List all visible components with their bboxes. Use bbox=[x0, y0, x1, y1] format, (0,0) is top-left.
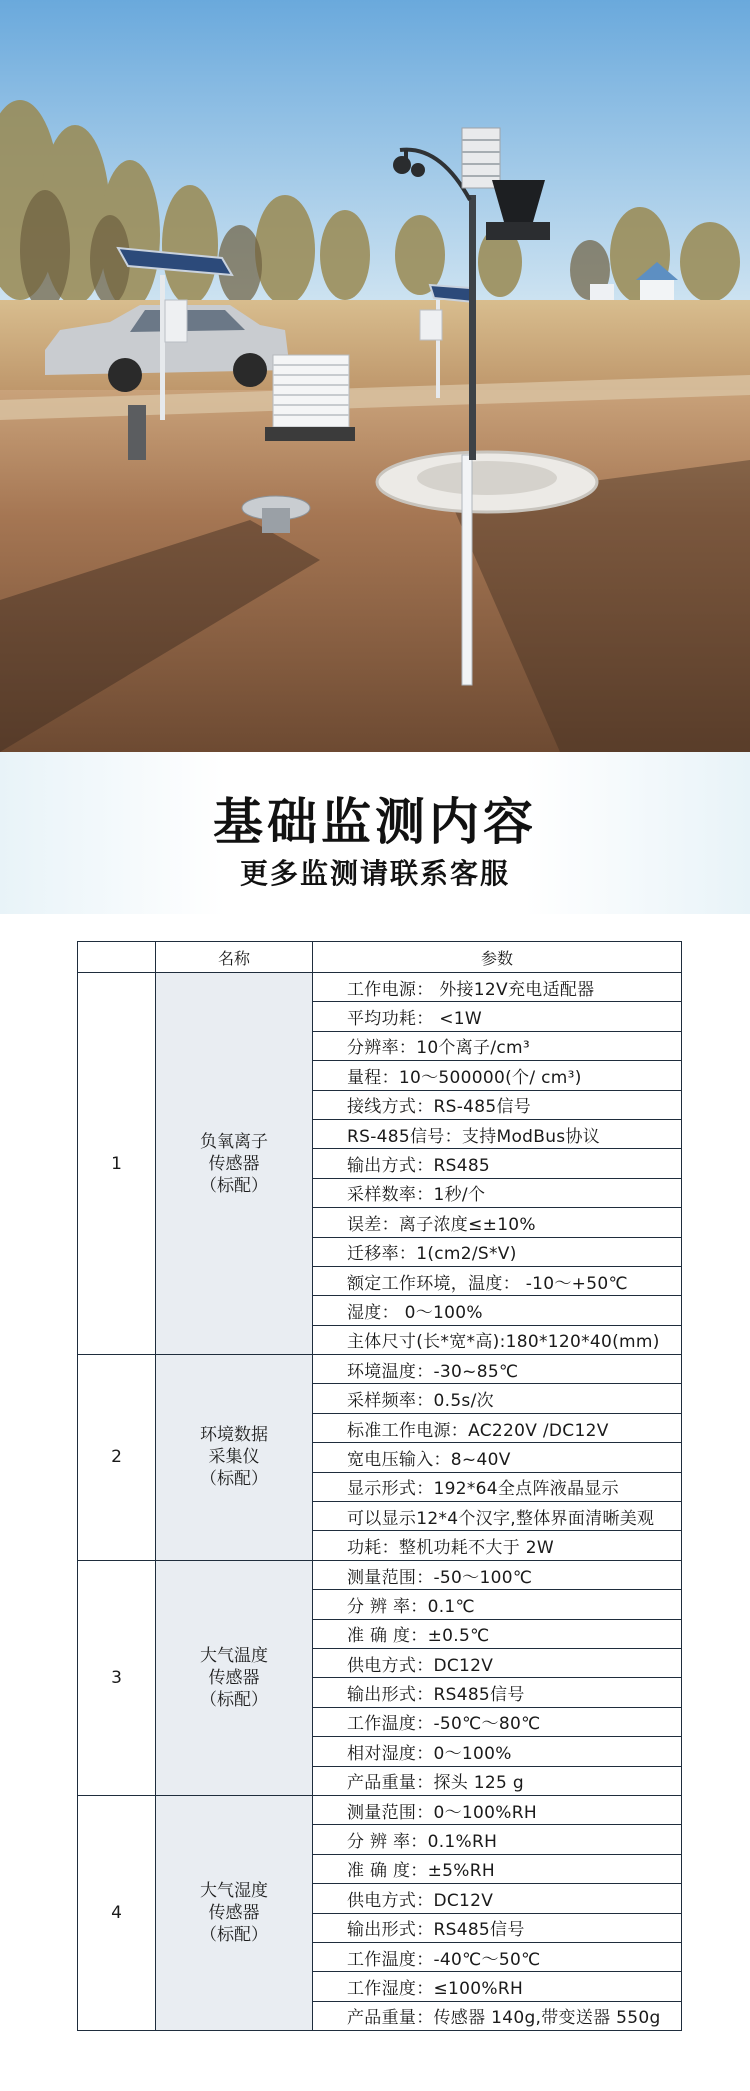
device-name-line: （标配） bbox=[200, 1469, 268, 1490]
device-name-line: 传感器 bbox=[208, 1903, 260, 1923]
device-name-line: （标配） bbox=[200, 1689, 268, 1710]
param-cell: RS-485信号：支持ModBus协议 bbox=[313, 1119, 682, 1148]
table-row bbox=[78, 1560, 682, 1589]
param-cell: 标准工作电源：AC220V /DC12V bbox=[313, 1413, 682, 1442]
param-cell: 接线方式：RS-485信号 bbox=[313, 1090, 682, 1119]
param-cell: 测量范围：0～100%RH bbox=[313, 1795, 682, 1824]
param-cell: 采样数率：1秒/个 bbox=[313, 1178, 682, 1207]
device-name-line: 传感器 bbox=[208, 1667, 260, 1688]
param-cell: 平均功耗： <1W bbox=[313, 1002, 682, 1031]
param-cell: 相对湿度：0～100% bbox=[313, 1737, 682, 1766]
section-heading bbox=[0, 752, 750, 914]
param-cell: 迁移率：1(cm2/S*V) bbox=[313, 1237, 682, 1266]
param-cell: 误差：离子浓度≤±10% bbox=[313, 1208, 682, 1237]
spec-table bbox=[77, 941, 682, 2031]
hero-photo bbox=[0, 0, 750, 752]
param-cell: 工作温度：-50℃～80℃ bbox=[313, 1707, 682, 1736]
device-name-cell bbox=[156, 973, 313, 1355]
param-cell: 供电方式：DC12V bbox=[313, 1884, 682, 1913]
param-cell: 环境温度：-30~85℃ bbox=[313, 1355, 682, 1384]
param-cell: 输出形式：RS485信号 bbox=[313, 1913, 682, 1942]
sensor-pipe bbox=[128, 405, 146, 460]
param-cell: 测量范围：-50～100℃ bbox=[313, 1560, 682, 1589]
param-cell: 分 辨 率：0.1%RH bbox=[313, 1825, 682, 1854]
table-row bbox=[78, 973, 682, 1002]
device-name-cell bbox=[156, 1355, 313, 1561]
table-body bbox=[78, 973, 682, 2031]
param-cell: 供电方式：DC12V bbox=[313, 1648, 682, 1677]
device-name-line: （标配） bbox=[200, 1175, 268, 1196]
device-name-line: 采集仪 bbox=[208, 1447, 260, 1468]
param-cell: 工作温度：-40℃～50℃ bbox=[313, 1942, 682, 1971]
param-cell: 分辨率：10个离子/cm³ bbox=[313, 1031, 682, 1060]
param-cell: 准 确 度：±0.5℃ bbox=[313, 1619, 682, 1648]
param-cell: 宽电压输入：8~40V bbox=[313, 1443, 682, 1472]
header-index-cell bbox=[78, 942, 156, 973]
row-index: 3 bbox=[78, 1560, 156, 1795]
page-title: 基础监测内容 bbox=[213, 793, 537, 851]
param-cell: 准 确 度：±5%RH bbox=[313, 1854, 682, 1883]
header-param-cell: 参数 bbox=[313, 942, 682, 973]
louver-shelter bbox=[265, 355, 355, 441]
param-cell: 工作电源： 外接12V充电适配器 bbox=[313, 973, 682, 1002]
page-subtitle: 更多监测请联系客服 bbox=[239, 857, 510, 890]
row-index: 1 bbox=[78, 973, 156, 1355]
row-index: 2 bbox=[78, 1355, 156, 1561]
param-cell: 输出形式：RS485信号 bbox=[313, 1678, 682, 1707]
table-row bbox=[78, 1795, 682, 1824]
device-name-line: （标配） bbox=[200, 1925, 268, 1945]
param-cell: 湿度： 0～100% bbox=[313, 1296, 682, 1325]
device-name-line: 大气湿度 bbox=[200, 1881, 268, 1901]
param-cell: 分 辨 率：0.1℃ bbox=[313, 1590, 682, 1619]
table-header-row bbox=[78, 942, 682, 973]
param-cell: 输出方式：RS485 bbox=[313, 1149, 682, 1178]
param-cell: 可以显示12*4个汉字,整体界面清晰美观 bbox=[313, 1502, 682, 1531]
row-index: 4 bbox=[78, 1795, 156, 2030]
param-cell: 工作湿度：≤100%RH bbox=[313, 1972, 682, 2001]
param-cell: 产品重量：探头 125 g bbox=[313, 1766, 682, 1795]
param-cell: 采样频率：0.5s/次 bbox=[313, 1384, 682, 1413]
device-name-line: 大气温度 bbox=[200, 1645, 268, 1666]
device-name-line: 负氧离子 bbox=[200, 1131, 268, 1152]
param-cell: 量程：10～500000(个/ cm³) bbox=[313, 1061, 682, 1090]
param-cell: 额定工作环境，温度： -10～+50℃ bbox=[313, 1266, 682, 1295]
param-cell: 主体尺寸(长*宽*高):180*120*40(mm) bbox=[313, 1325, 682, 1354]
header-name-cell: 名称 bbox=[156, 942, 313, 973]
device-name-cell bbox=[156, 1560, 313, 1795]
param-cell: 产品重量：传感器 140g,带变送器 550g bbox=[313, 2001, 682, 2030]
weather-station-scene bbox=[0, 0, 750, 752]
device-name-line: 传感器 bbox=[208, 1153, 260, 1174]
param-cell: 显示形式：192*64全点阵液晶显示 bbox=[313, 1472, 682, 1501]
device-name-cell bbox=[156, 1795, 313, 2030]
param-cell: 功耗：整机功耗不大于 2W bbox=[313, 1531, 682, 1560]
table-row bbox=[78, 1355, 682, 1384]
device-name-line: 环境数据 bbox=[200, 1425, 268, 1446]
